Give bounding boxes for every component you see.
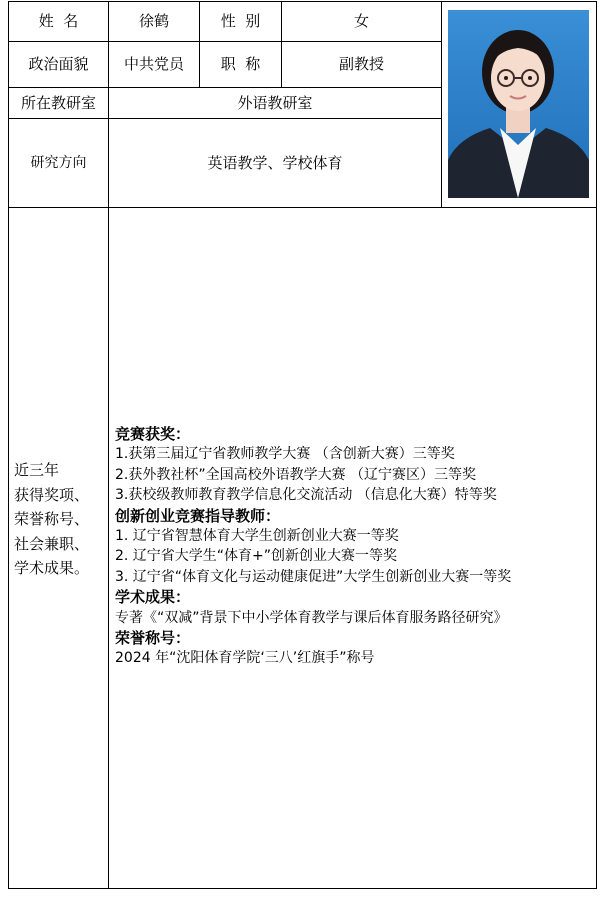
awards-label-line: 社会兼职、 bbox=[14, 534, 90, 553]
political-label: 政治面貌 bbox=[28, 55, 89, 73]
competition-item: 3.获校级教师教育教学信息化交流活动 （信息化大赛）特等奖 bbox=[115, 487, 497, 504]
col-line-photo bbox=[441, 1, 442, 208]
name-label: 姓 名 bbox=[38, 12, 79, 30]
gender-label: 性 别 bbox=[220, 12, 261, 30]
portrait-illustration bbox=[448, 10, 589, 198]
border-bottom bbox=[8, 888, 597, 889]
border-right bbox=[596, 1, 597, 889]
title-label: 职 称 bbox=[220, 55, 261, 73]
dept-value: 外语教研室 bbox=[237, 93, 313, 112]
competition-item: 1.获第三届辽宁省教师教学大赛 （含创新大赛）三等奖 bbox=[115, 446, 455, 463]
awards-label-line: 近三年 bbox=[14, 461, 60, 479]
innovation-item: 3. 辽宁省“体育文化与运动健康促进”大学生创新创业大赛一等奖 bbox=[115, 568, 512, 585]
title-value: 副教授 bbox=[338, 55, 384, 73]
political-value: 中共党员 bbox=[123, 55, 184, 73]
innovation-item: 2. 辽宁省大学生“体育+”创新创业大赛一等奖 bbox=[115, 548, 398, 565]
research-value: 英语教学、学校体育 bbox=[207, 153, 343, 172]
awards-label-line: 获得奖项、 bbox=[14, 485, 90, 504]
innovation-heading: 创新创业竞赛指导教师： bbox=[115, 506, 281, 525]
research-label: 研究方向 bbox=[30, 155, 87, 171]
innovation-item: 1. 辽宁省智慧体育大学生创新创业大赛一等奖 bbox=[115, 527, 399, 544]
awards-label-line: 学术成果。 bbox=[14, 559, 90, 577]
academic-item: 专著《“双减”背景下中小学体育教学与课后体育服务路径研究》 bbox=[115, 609, 508, 626]
academic-heading: 学术成果： bbox=[115, 588, 191, 607]
honor-item: 2024 年“沈阳体育学院‘三八’红旗手”称号 bbox=[115, 650, 375, 667]
portrait-photo bbox=[448, 10, 589, 198]
name-value: 徐鹤 bbox=[138, 12, 169, 30]
awards-label-line: 荣誉称号、 bbox=[14, 510, 90, 528]
dept-label: 所在教研室 bbox=[20, 93, 96, 112]
gender-value: 女 bbox=[353, 12, 369, 30]
awards-label bbox=[14, 458, 89, 581]
competition-heading: 竞赛获奖： bbox=[115, 425, 191, 443]
row-line-4 bbox=[8, 207, 597, 208]
honor-heading: 荣誉称号： bbox=[115, 628, 191, 647]
competition-item: 2.获外教社杯”全国高校外语教学大赛 （辽宁赛区）三等奖 bbox=[115, 466, 477, 483]
awards-content bbox=[115, 424, 593, 669]
